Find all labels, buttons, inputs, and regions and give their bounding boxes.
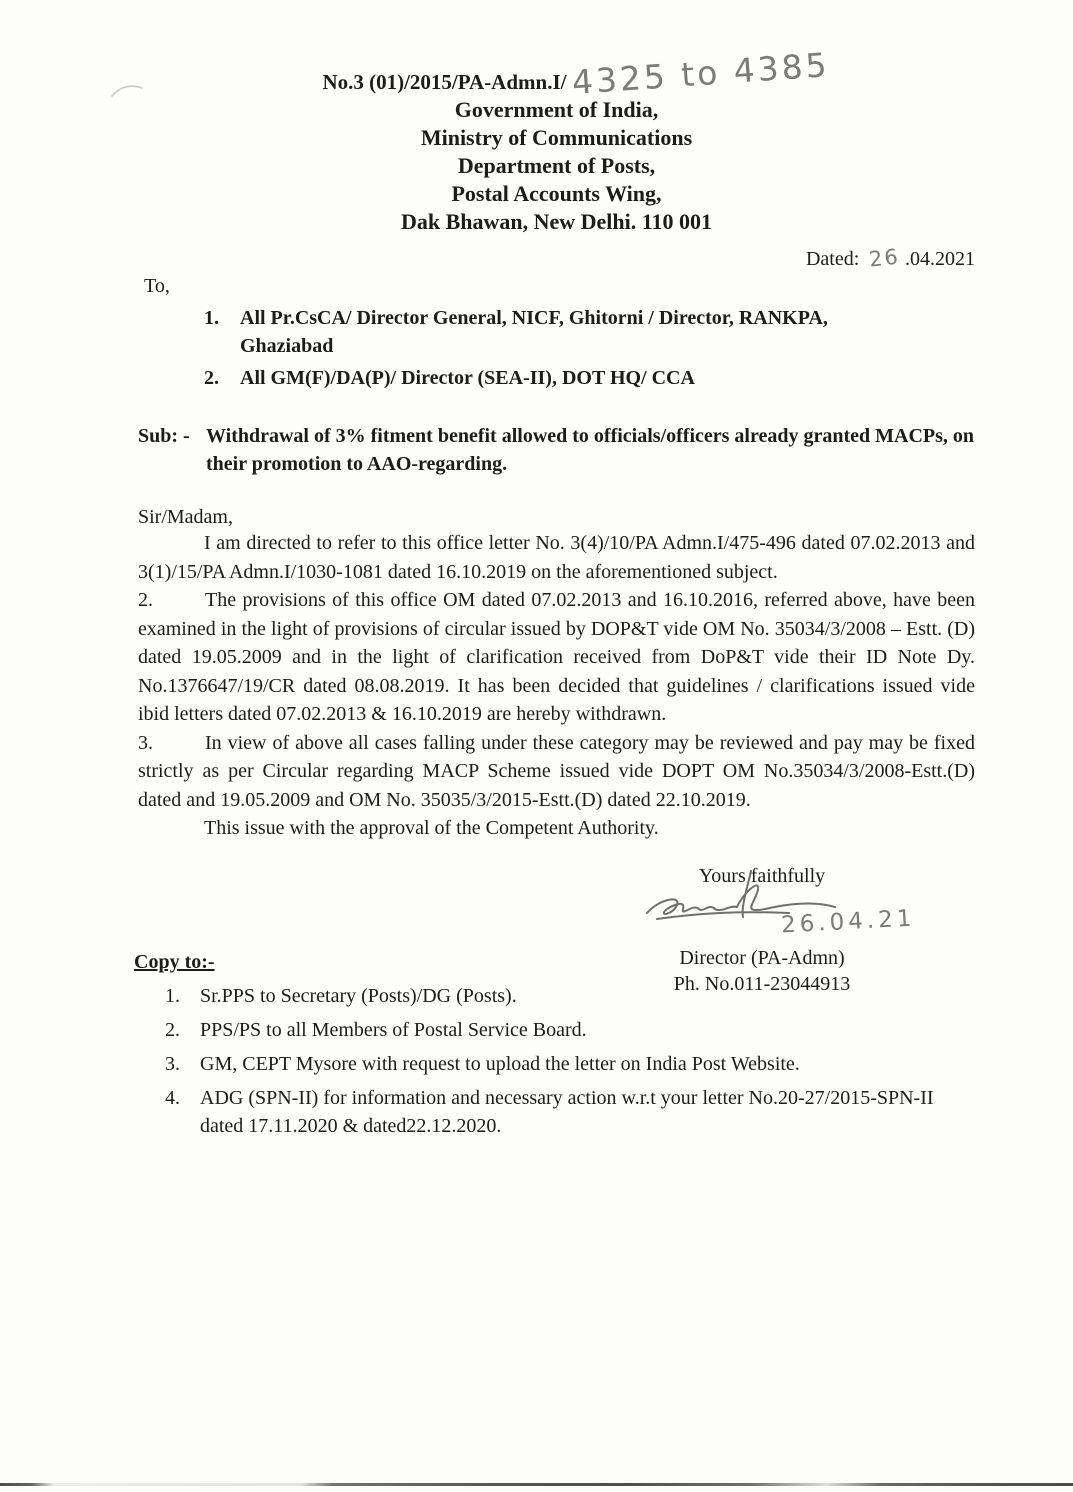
copy-to-item	[165, 1084, 975, 1140]
addressee-list	[138, 304, 975, 392]
handwritten-dispatch-numbers: 4325 to 4385	[571, 45, 832, 102]
addressee-text: All Pr.CsCA/ Director General, NICF, Ghitorni / Director, RANKPA, Ghaziabad	[240, 307, 828, 357]
addressee-item	[204, 304, 975, 360]
closing-line: This issue with the approval of the Competent Authority.	[204, 817, 659, 839]
copy-to-item	[165, 1050, 975, 1078]
addressee-number: 2.	[204, 367, 219, 389]
reference-line	[178, 45, 975, 102]
org-government: Government of India,	[454, 97, 659, 122]
copy-item-number: 1.	[165, 984, 180, 1007]
paragraph-2	[138, 586, 975, 729]
copy-item-text: GM, CEPT Mysore with request to upload the letter on India Post Website.	[200, 1052, 800, 1075]
paragraph-text: In view of above all cases falling under these category may be reviewed and pay may be fixed strictly as per Circular regarding MACP Scheme issued vide DOPT OM No.35034/3/2008-Estt.(D) dated and 19.05.2009 and OM No. 35035/3/2015-Estt.(D) dated 22.10.2019.	[138, 731, 975, 811]
signatory-phone: Ph. No.011-23044913	[673, 972, 851, 995]
org-address: Dak Bhawan, New Delhi. 110 001	[400, 209, 713, 234]
org-department: Department of Posts,	[457, 153, 656, 178]
copy-item-number: 2.	[165, 1018, 180, 1041]
date-label: Dated:	[805, 248, 860, 270]
date-line	[138, 246, 975, 271]
addressee-number: 1.	[204, 307, 219, 329]
date-month-year: .04.2021	[905, 248, 975, 270]
signature-area	[627, 881, 916, 943]
paragraph-number: 3.	[138, 731, 153, 754]
to-label: To,	[144, 275, 170, 297]
copy-item-text: ADG (SPN-II) for information and necessary action w.r.t your letter No.20-27/2015-SPN-II dated 17.11.2020 & dated22.12.2020.	[200, 1086, 934, 1137]
handwritten-date-day: 26	[868, 244, 902, 272]
signature-block	[627, 863, 916, 997]
paragraph-1: I am directed to refer to this office letter No. 3(4)/10/PA Admn.I/475-496 dated 07.02.2013 and 3(1)/15/PA Admn.I/1030-1081 dated 16.10.2019 on the aforementioned subject.	[138, 532, 975, 583]
copy-to-list	[138, 982, 975, 1140]
subject-text: Withdrawal of 3% fitment benefit allowed to officials/officers already granted MACPs, on their promotion to AAO-regarding.	[206, 425, 975, 475]
signatory-title: Director (PA-Admn)	[679, 946, 845, 969]
copy-item-text: PPS/PS to all Members of Postal Service Board.	[200, 1018, 587, 1041]
addressee-text: All GM(F)/DA(P)/ Director (SEA-II), DOT HQ/ CCA	[240, 367, 695, 389]
reference-number: No.3 (01)/2015/PA-Admn.I/	[322, 70, 567, 94]
copy-item-number: 3.	[165, 1052, 180, 1075]
paragraph-3	[138, 729, 975, 815]
subject-row	[138, 422, 975, 478]
pen-stroke-mark	[108, 78, 158, 102]
copy-item-number: 4.	[165, 1086, 180, 1109]
scan-edge-line	[0, 1483, 1073, 1486]
copy-item-text: Sr.PPS to Secretary (Posts)/DG (Posts).	[200, 984, 517, 1007]
handwritten-signature-date: 26.04.21	[779, 905, 916, 938]
copy-to-item	[165, 1016, 975, 1044]
letterhead	[138, 45, 975, 236]
salutation: Sir/Madam,	[138, 506, 233, 528]
org-ministry: Ministry of Communications	[420, 125, 693, 150]
paragraph-text: The provisions of this office OM dated 07.02.2013 and 16.10.2016, referred above, have been examined in the light of provisions of circular issued by DOP&T vide OM No. 35034/3/2008 – Estt. (D) dated 19.05.2009 and in the light of clarification received from DoP&T vide their ID Note Dy. No.1376647/19/CR dated 08.08.2019. It has been decided that guidelines / clarifications issued vide ibid letters dated 07.02.2013 & 16.10.2019 are hereby withdrawn.	[138, 589, 975, 725]
org-wing: Postal Accounts Wing,	[451, 181, 662, 206]
valediction: Yours faithfully	[698, 864, 826, 887]
subject-label: Sub: -	[138, 425, 190, 447]
copy-to-heading: Copy to:-	[134, 950, 215, 973]
addressee-item	[204, 364, 975, 392]
paragraph-number: 2.	[138, 589, 153, 611]
